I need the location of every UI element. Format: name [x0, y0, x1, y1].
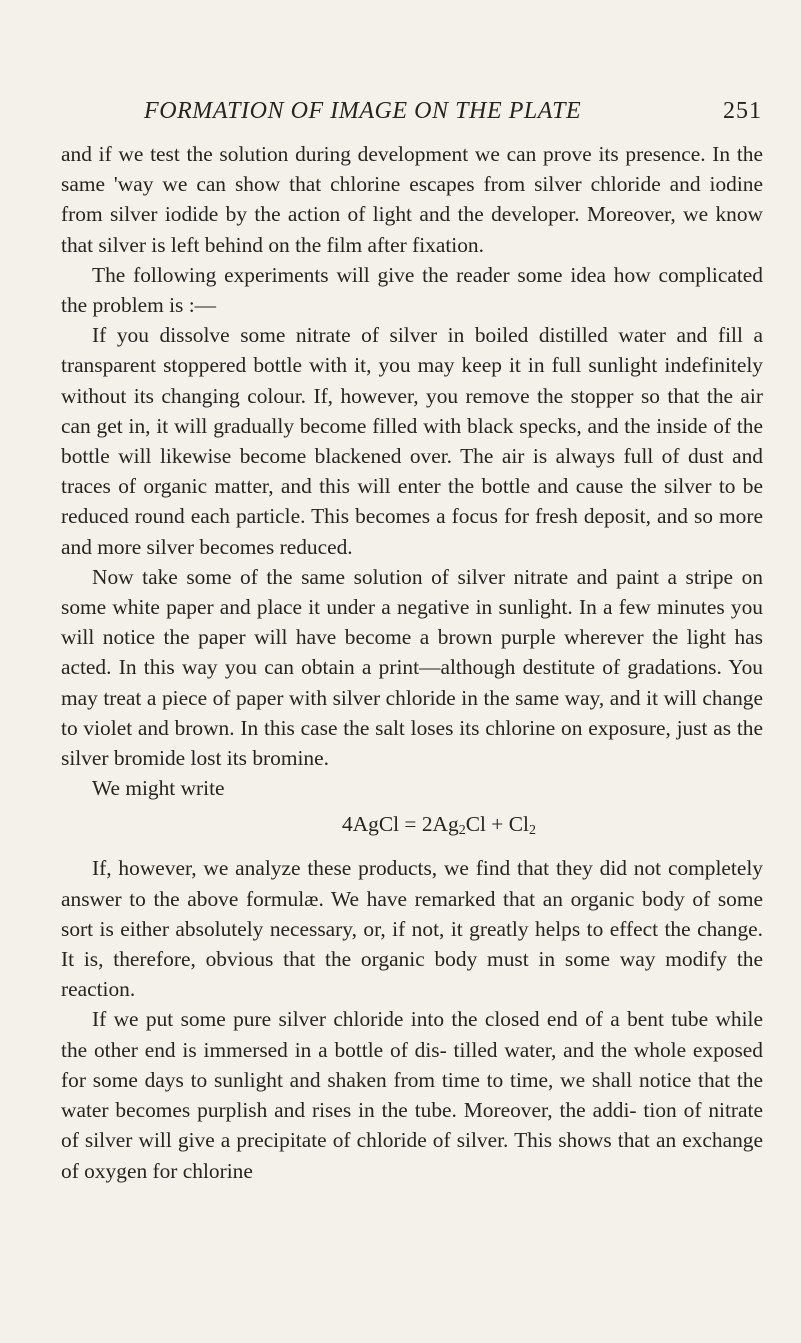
equation-gas: Cl: [508, 812, 529, 837]
paragraph-2: The following experiments will give the reader some idea how complicated the problem is :—: [61, 262, 763, 318]
body-text: [61, 139, 763, 1186]
equation-reactant: 4AgCl: [342, 812, 400, 837]
paragraph-1: and if we test the solution during development we can prove its presence. In the same 'way we can show that chlorine escapes from silver chloride and iodine from silver iodide by the action of light and the developer. Moreover, we know that silver is left behind on the film after fixation.: [61, 142, 763, 257]
chemical-equation: [61, 809, 763, 839]
equation-gas-subscript: 2: [528, 823, 536, 839]
paragraph-6: If, however, we analyze these products, we find that they did not completely answer to the above formulæ. We have remarked that an organic body of some sort is either absolutely necessary, or, if not, it greatly helps to effect the change. It is, therefore, obvious that the organic body must in some way modify the reaction.: [61, 856, 763, 1002]
equation-product-prefix: 2Ag: [421, 812, 459, 837]
paragraph-5: We might write: [92, 776, 225, 801]
page-header: [144, 98, 762, 130]
page-number: 251: [723, 98, 762, 124]
equation-equals: =: [404, 812, 417, 837]
running-title: FORMATION OF IMAGE ON THE PLATE: [144, 98, 582, 124]
equation-product-subscript: 2: [458, 823, 466, 839]
equation-product-suffix: Cl: [465, 812, 486, 837]
paragraph-7: If we put some pure silver chloride into the closed end of a bent tube while the other end is immersed in a bottle of dis- tilled water, and the whole exposed for some days to sunlight and shaken from time to time, we shall notice that the water becomes purplish and rises in the tube. Moreover, the addi- tion of nitrate of silver will give a precipitate of chloride of silver. This shows that an exchange of oxygen for chlorine: [61, 1007, 763, 1183]
paragraph-3: If you dissolve some nitrate of silver in boiled distilled water and fill a transparent stoppered bottle with it, you may keep it in full sunlight indefinitely without its changing colour. If, however, you remove the stopper so that the air can get in, it will gradually become filled with black specks, and the inside of the bottle will likewise become blackened over. The air is always full of dust and traces of organic matter, and this will enter the bottle and cause the silver to be reduced round each particle. This becomes a focus for fresh deposit, and so more and more silver becomes reduced.: [61, 323, 763, 559]
paragraph-4: Now take some of the same solution of silver nitrate and paint a stripe on some white paper and place it under a negative in sunlight. In a few minutes you will notice the paper will have become a brown purple wherever the light has acted. In this way you can obtain a print—although destitute of gradations. You may treat a piece of paper with silver chloride in the same way, and it will change to violet and brown. In this case the salt loses its chlorine on exposure, just as the silver bromide lost its bromine.: [61, 564, 763, 771]
equation-plus: +: [491, 812, 504, 837]
